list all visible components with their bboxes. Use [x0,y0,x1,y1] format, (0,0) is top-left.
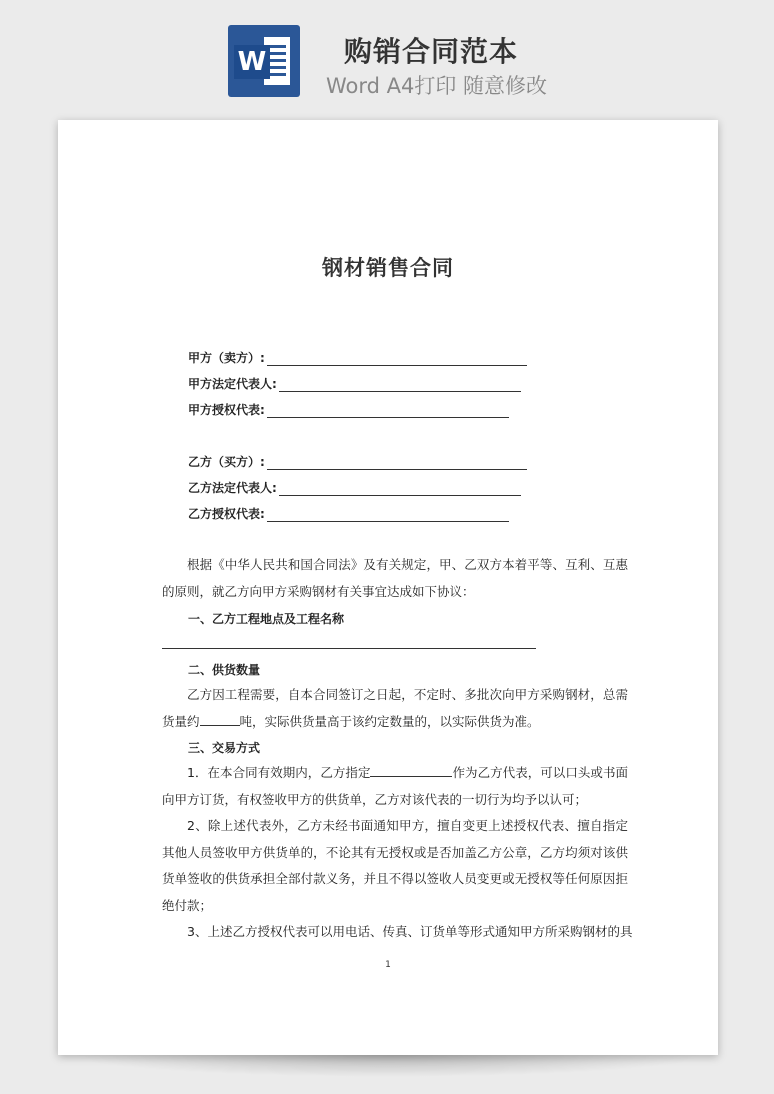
party-a-seller-label: 甲方（卖方）: [188,351,265,365]
page-number: 1 [385,960,391,970]
party-a-auth-rep-blank [267,403,509,418]
item-3-paragraph: 3、上述乙方授权代表可以用电话、传真、订货单等形式通知甲方所采购钢材的具 [187,924,633,939]
banner-title: 购销合同范本 [344,35,519,68]
section-1-heading: 一、乙方工程地点及工程名称 [188,612,345,626]
section-2-text-b: 吨，实际供货量高于该约定数量的，以实际供货为准。 [239,713,540,729]
party-b-legal-rep-label: 乙方法定代表人: [188,481,277,495]
party-a-seller-field [188,348,527,366]
party-b-legal-rep-blank [279,481,521,496]
section-2-paragraph [162,682,628,735]
party-b-legal-rep-field [188,478,521,496]
party-a-legal-rep-field [188,374,521,392]
party-a-auth-rep-label: 甲方授权代表: [188,403,265,417]
party-a-seller-blank [267,351,527,366]
item-2-paragraph: 2、除上述代表外，乙方未经书面通知甲方，擅自变更上述授权代表、擅自指定其他人员签收甲方供货单的，不论其有无授权或是否加盖乙方公章，乙方均须对该供货单签收的供货承担全部付款义务，并且不得以签收人员变更或无授权等任何原因拒绝付款； [162,818,628,913]
party-b-auth-rep-blank [267,507,509,522]
word-logo-icon [228,25,300,97]
item-1-text-b: 作为乙方代表，可以口头或书面向甲方订货，有权签收甲方的供货单，乙方对该代表的一切行为均予以认可； [162,765,628,807]
word-logo-letter: W [234,45,270,79]
party-b-buyer-field [188,452,527,470]
document-page [58,120,718,1055]
section-3-heading: 三、交易方式 [188,741,261,755]
header-banner [0,0,774,110]
quantity-blank [200,712,240,726]
party-b-auth-rep-label: 乙方授权代表: [188,507,265,521]
item-1-text-a: 1．在本合同有效期内，乙方指定 [187,765,371,780]
party-b-buyer-blank [267,455,527,470]
item-1-paragraph [162,760,628,813]
party-b-buyer-label: 乙方（买方）: [188,455,265,469]
section-2-text-a: 乙方因工程需要，自本合同签订之日起，不定时、多批次向甲方采购钢材，总需货量约 [162,687,628,729]
party-b-auth-rep-field [188,504,509,522]
banner-subtitle: Word A4打印 随意修改 [326,74,548,98]
project-name-blank-line [162,648,536,649]
party-a-legal-rep-blank [279,377,521,392]
document-title: 钢材销售合同 [322,256,454,280]
representative-blank [370,763,452,777]
intro-paragraph: 根据《中华人民共和国合同法》及有关规定，甲、乙双方本着平等、互利、互惠的原则，就乙方向甲方采购钢材有关事宜达成如下协议： [162,557,628,599]
section-2-heading: 二、供货数量 [188,663,261,677]
page-shadow [70,1055,706,1077]
party-a-auth-rep-field [188,400,509,418]
party-a-legal-rep-label: 甲方法定代表人: [188,377,277,391]
